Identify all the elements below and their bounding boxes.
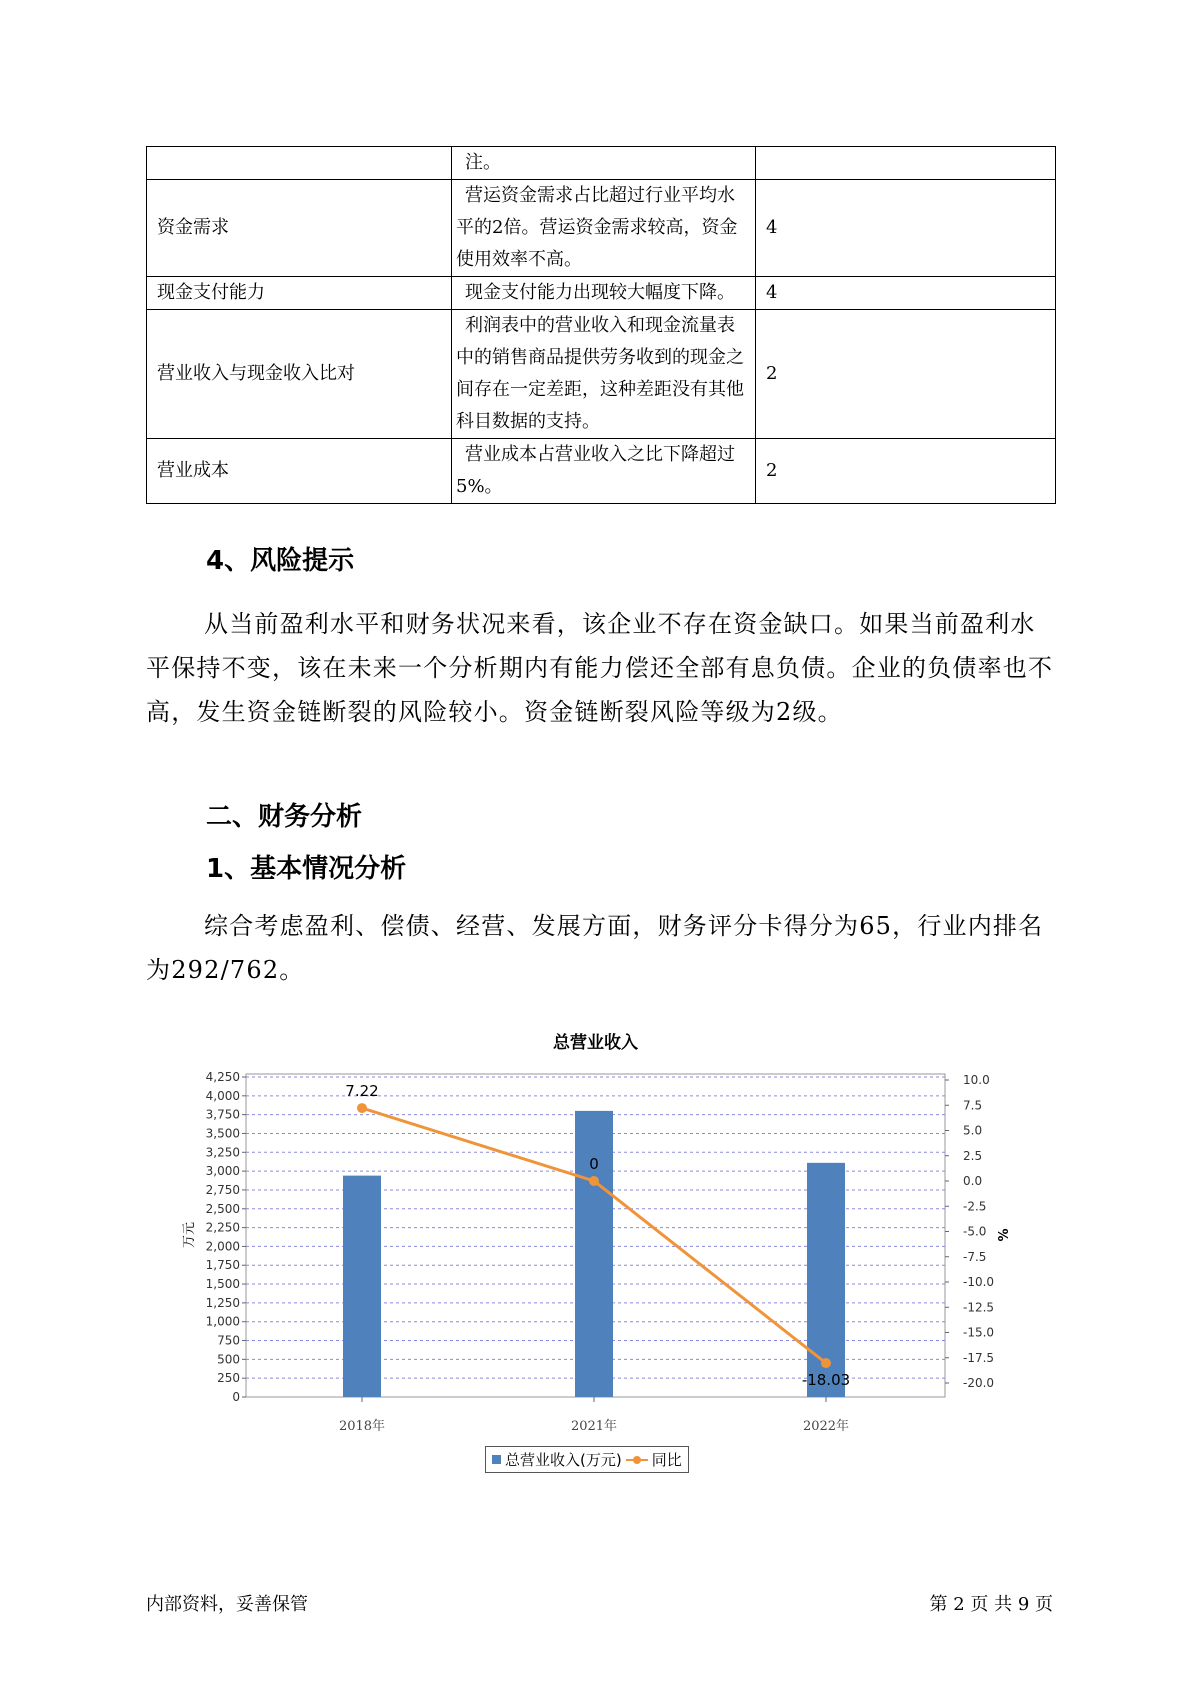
basic-analysis-paragraph: 综合考虑盈利、偿债、经营、发展方面，财务评分卡得分为65，行业内排名为292/762。	[146, 912, 1044, 984]
legend-bar-swatch	[492, 1455, 501, 1464]
risk-heading: 4、风险提示	[206, 546, 355, 576]
legend-bar-label: 总营业收入(万元)	[505, 1451, 622, 1469]
y-tick-label: 500	[217, 1352, 240, 1367]
revenue-bar	[575, 1111, 613, 1397]
risk-item-cell: 营业成本	[147, 439, 452, 504]
risk-desc-cell: 现金支付能力出现较大幅度下降。	[452, 277, 756, 310]
risk-paragraph: 从当前盈利水平和财务状况来看，该企业不存在资金缺口。如果当前盈利水平保持不变，该在未来一个分析期内有能力偿还全部有息负债。企业的负债率也不高，发生资金链断裂的风险较小。资金链断裂风险等级为2级。	[146, 610, 1054, 726]
y-tick-label: 250	[217, 1371, 240, 1386]
x-tick-label: 2022年	[802, 1419, 850, 1434]
yoy-data-label: 0	[589, 1155, 599, 1173]
risk-desc-cell: 营业成本占营业收入之比下降超过5%。	[452, 439, 756, 504]
y-tick-label: 0	[232, 1390, 240, 1404]
y-axis-label: 万元	[182, 1221, 197, 1249]
risk-score-cell: 4	[756, 277, 1056, 310]
y-tick-label: 3,750	[205, 1107, 240, 1122]
x-tick-label: 2021年	[570, 1419, 618, 1434]
yoy-point	[589, 1176, 599, 1186]
y-tick-label: 3,250	[205, 1145, 240, 1160]
y2-tick-label: -20.0	[963, 1376, 995, 1390]
y-tick-label: 3,500	[205, 1126, 240, 1141]
y2-tick-label: -17.5	[963, 1350, 995, 1365]
risk-score-cell: 2	[756, 310, 1056, 439]
yoy-point	[357, 1103, 367, 1113]
y2-tick-label: 0.0	[963, 1174, 983, 1188]
y-tick-label: 4,000	[205, 1088, 240, 1103]
y2-tick-label: -10.0	[963, 1275, 995, 1289]
y-tick-label: 2,250	[205, 1220, 240, 1235]
y-tick-label: 1,250	[205, 1295, 240, 1310]
yoy-data-label: -18.03	[801, 1371, 851, 1390]
legend-line-swatch	[626, 1454, 648, 1466]
footer-page-number: 第 2 页 共 9 页	[929, 1594, 1053, 1615]
y-tick-label: 2,000	[205, 1239, 240, 1254]
legend-line-label: 同比	[651, 1451, 682, 1469]
y2-tick-label: 5.0	[963, 1123, 983, 1138]
risk-item-cell: 现金支付能力	[147, 277, 452, 310]
footer-confidential: 内部资料，妥善保管	[146, 1594, 308, 1615]
y2-tick-label: -15.0	[963, 1325, 995, 1340]
y-tick-label: 750	[217, 1333, 240, 1348]
y2-tick-label: -5.0	[963, 1224, 987, 1239]
y-tick-label: 4,250	[205, 1070, 240, 1084]
chart-title: 总营业收入	[553, 1033, 638, 1053]
y-tick-label: 2,500	[205, 1201, 240, 1216]
basic-analysis-heading: 1、基本情况分析	[206, 854, 407, 884]
chart-legend	[485, 1446, 689, 1473]
x-tick-label: 2018年	[338, 1419, 386, 1434]
y2-tick-label: 10.0	[963, 1073, 990, 1087]
y-tick-label: 1,750	[205, 1258, 240, 1273]
risk-item-cell: 资金需求	[147, 180, 452, 277]
risk-score-cell: 4	[756, 180, 1056, 277]
yoy-point	[821, 1358, 831, 1368]
risk-desc-cell: 利润表中的营业收入和现金流量表中的销售商品提供劳务收到的现金之间存在一定差距，这种差距没有其他科目数据的支持。	[452, 310, 756, 439]
risk-score-cell: 2	[756, 439, 1056, 504]
finance-heading: 二、财务分析	[206, 802, 363, 832]
y2-tick-label: 2.5	[963, 1148, 983, 1163]
risk-desc-cell: 注。	[452, 147, 756, 180]
y2-tick-label: -7.5	[963, 1249, 987, 1264]
risk-item-cell: 营业收入与现金收入比对	[147, 310, 452, 439]
y-tick-label: 2,750	[205, 1182, 240, 1197]
risk-desc-cell: 营运资金需求占比超过行业平均水平的2倍。营运资金需求较高，资金使用效率不高。	[452, 180, 756, 277]
y2-axis-label: %	[997, 1228, 1012, 1242]
y2-tick-label: -12.5	[963, 1300, 995, 1315]
y-tick-label: 1,500	[205, 1277, 240, 1292]
yoy-data-label: 7.22	[345, 1082, 379, 1101]
y2-tick-label: -2.5	[963, 1199, 987, 1214]
y-tick-label: 3,000	[205, 1164, 240, 1179]
y2-tick-label: 7.5	[963, 1098, 983, 1113]
revenue-bar	[343, 1176, 381, 1397]
y-tick-label: 1,000	[205, 1314, 240, 1329]
